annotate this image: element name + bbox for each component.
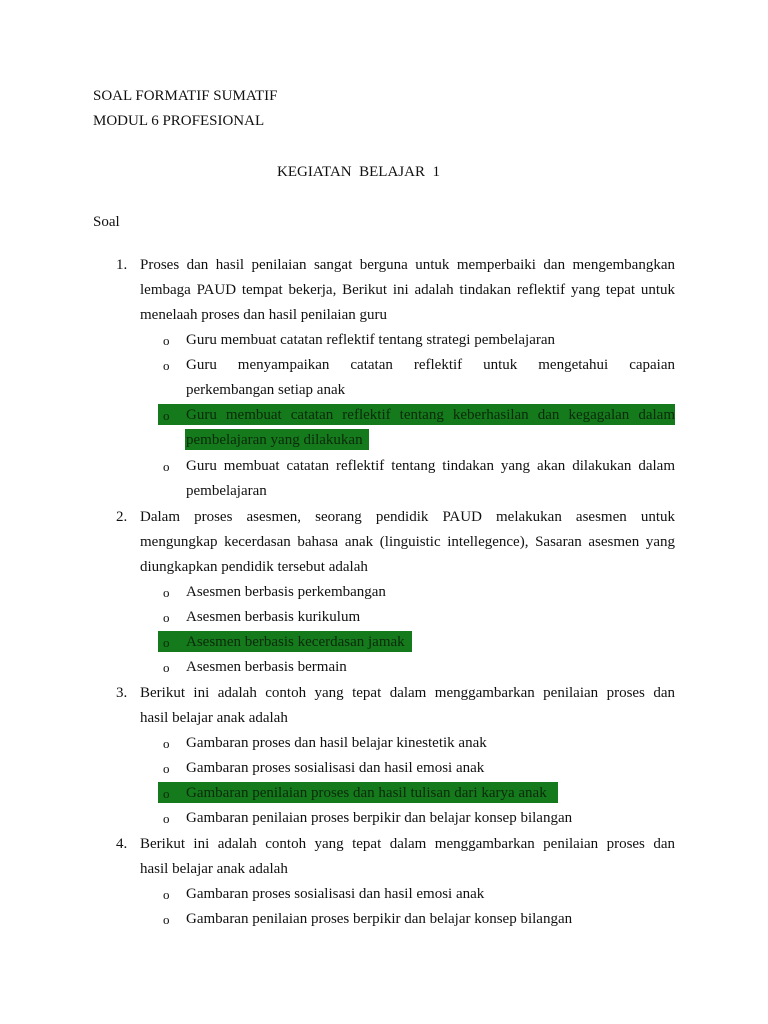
option-text: Asesmen berbasis kurikulum: [186, 609, 361, 625]
option-text: perkembangan setiap anak: [186, 382, 346, 398]
bullet-icon: o: [163, 660, 170, 675]
bullet-icon: o: [163, 408, 170, 423]
bullet-icon: o: [163, 887, 170, 902]
option-text: Gambaran proses dan hasil belajar kinestetik anak: [186, 735, 487, 751]
question-number: 3.: [116, 685, 128, 701]
soal-label: Soal: [93, 214, 120, 230]
question-text-line: Dalam proses asesmen, seorang pendidik PAUD melakukan asesmen untuk: [140, 509, 675, 525]
option-text: Gambaran penilaian proses berpikir dan belajar konsep bilangan: [186, 810, 573, 826]
bullet-icon: o: [163, 786, 170, 801]
doc-title: SOAL FORMATIF SUMATIF: [93, 88, 278, 104]
option-text: Asesmen berbasis bermain: [186, 659, 347, 675]
question-text-line: mengungkap kecerdasan bahasa anak (linguistic intellegence), Sasaran asesmen yang: [140, 534, 675, 550]
question-text-line: menelaah proses dan hasil penilaian guru: [140, 307, 388, 323]
bullet-icon: o: [163, 610, 170, 625]
bullet-icon: o: [163, 635, 170, 650]
option-text: Asesmen berbasis perkembangan: [186, 584, 386, 600]
bullet-icon: o: [163, 761, 170, 776]
bullet-icon: o: [163, 333, 170, 348]
option-text-correct: pembelajaran yang dilakukan: [186, 432, 363, 448]
bullet-icon: o: [163, 912, 170, 927]
question-text-line: hasil belajar anak adalah: [140, 710, 288, 726]
option-text: Gambaran proses sosialisasi dan hasil emosi anak: [186, 760, 485, 776]
option-text: pembelajaran: [186, 483, 267, 499]
question-text-line: lembaga PAUD tempat bekerja, Berikut ini adalah tindakan reflektif yang tepat untuk: [140, 282, 675, 298]
bullet-icon: o: [163, 736, 170, 751]
question-number: 1.: [116, 257, 128, 273]
question-text-line: Proses dan hasil penilaian sangat berguna untuk memperbaiki dan mengembangkan: [140, 257, 675, 273]
option-text: Guru membuat catatan reflektif tentang tindakan yang akan dilakukan dalam: [186, 458, 675, 474]
question-number: 2.: [116, 509, 128, 525]
question-text-line: Berikut ini adalah contoh yang tepat dalam menggambarkan penilaian proses dan: [140, 685, 675, 701]
option-text-correct: Asesmen berbasis kecerdasan jamak: [186, 634, 405, 650]
option-text: Gambaran penilaian proses berpikir dan belajar konsep bilangan: [186, 911, 573, 927]
question-text-line: Berikut ini adalah contoh yang tepat dalam menggambarkan penilaian proses dan: [140, 836, 675, 852]
doc-subtitle: MODUL 6 PROFESIONAL: [93, 113, 265, 129]
option-text: Guru menyampaikan catatan reflektif untuk mengetahui capaian: [186, 357, 675, 373]
section-heading: KEGIATAN BELAJAR 1: [277, 164, 440, 180]
option-text: Guru membuat catatan reflektif tentang strategi pembelajaran: [186, 332, 556, 348]
option-text: Gambaran proses sosialisasi dan hasil emosi anak: [186, 886, 485, 902]
bullet-icon: o: [163, 585, 170, 600]
question-number: 4.: [116, 836, 128, 852]
bullet-icon: o: [163, 459, 170, 474]
option-text-correct: Gambaran penilaian proses dan hasil tulisan dari karya anak: [186, 785, 547, 801]
bullet-icon: o: [163, 358, 170, 373]
bullet-icon: o: [163, 811, 170, 826]
question-text-line: diungkapkan pendidik tersebut adalah: [140, 559, 368, 575]
question-text-line: hasil belajar anak adalah: [140, 861, 288, 877]
option-text-correct: Guru membuat catatan reflektif tentang keberhasilan dan kegagalan dalam: [186, 407, 675, 423]
